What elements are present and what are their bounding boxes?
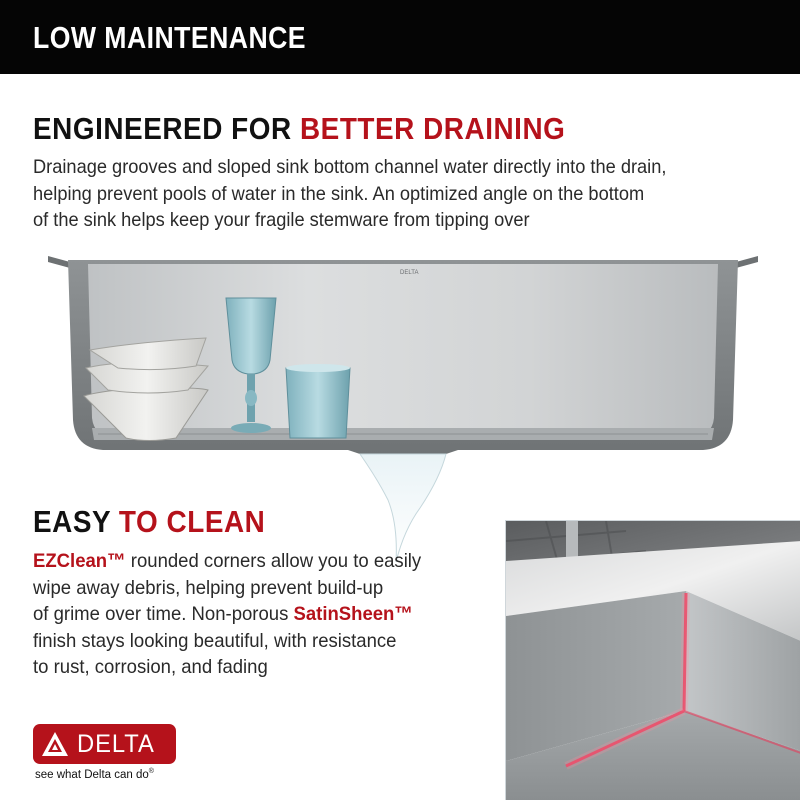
clean-line-1 — [33, 548, 451, 575]
header-title: LOW MAINTENANCE — [33, 20, 307, 55]
tagline-mark: ® — [148, 768, 154, 775]
delta-triangle-icon — [40, 730, 70, 758]
clean-line-3 — [33, 601, 451, 628]
tagline-text: see what Delta can do — [35, 768, 149, 781]
right-flange — [736, 256, 758, 268]
satinsheen-brand: SatinSheen™ — [293, 603, 413, 625]
sink-corner-closeup-image — [505, 520, 800, 800]
drain-heading-dark: ENGINEERED FOR — [33, 111, 300, 146]
ezclean-brand: EZClean™ — [33, 550, 126, 572]
drain-line-2: helping prevent pools of water in the sink. An optimized angle on the bottom — [33, 182, 645, 205]
drain-heading — [33, 111, 565, 147]
clean-line-5: to rust, corrosion, and fading — [33, 656, 268, 678]
clean-heading-red: TO CLEAN — [118, 504, 266, 539]
logo-tagline — [35, 768, 154, 781]
header-bar — [0, 0, 800, 74]
clean-line-3-text: of grime over time. Non-porous — [33, 603, 294, 625]
sink-brand-mark: DELTA — [400, 270, 419, 276]
delta-logo — [33, 724, 176, 764]
clean-line-4: finish stays looking beautiful, with resistance — [33, 629, 397, 652]
tumbler-glass — [286, 364, 350, 438]
corner-illustration — [506, 521, 800, 800]
clean-line-2: wipe away debris, helping prevent build-up — [33, 576, 384, 599]
logo-wordmark: DELTA — [77, 730, 155, 758]
drain-line-1: Drainage grooves and sloped sink bottom channel water directly into the drain, — [33, 156, 667, 178]
drain-water-stream — [360, 454, 446, 562]
clean-line-1-rest: rounded corners allow you to easily — [125, 550, 422, 572]
drain-heading-red: BETTER DRAINING — [299, 111, 566, 146]
clean-heading-dark: EASY — [33, 504, 119, 539]
clean-description — [33, 548, 451, 681]
clean-heading — [33, 504, 265, 540]
drain-description — [33, 154, 762, 234]
left-flange — [48, 256, 70, 268]
drain-line-3: of the sink helps keep your fragile stemware from tipping over — [33, 209, 530, 231]
